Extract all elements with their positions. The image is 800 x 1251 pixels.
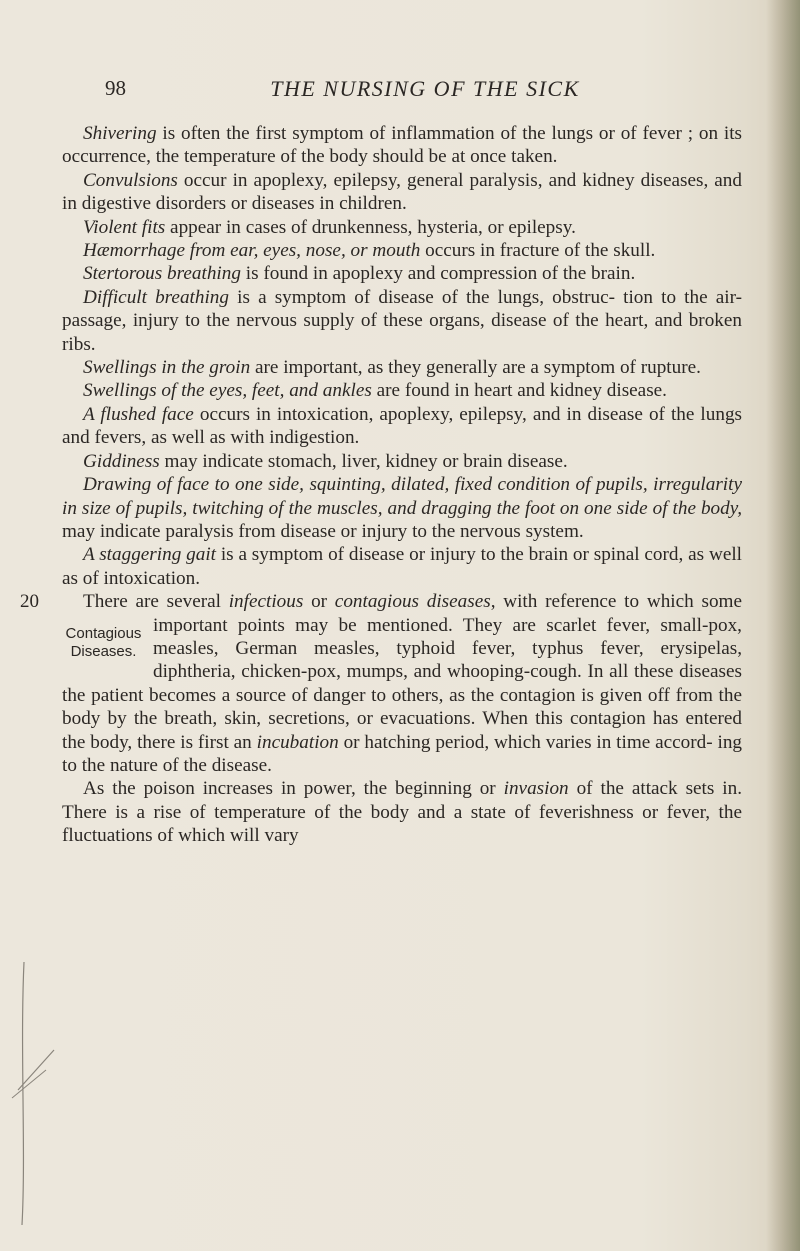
text: are found in heart and kidney disease. (371, 380, 667, 402)
paragraph-flushed-face (62, 403, 742, 450)
text: , with reference to which some important points may be mentioned. They are scarlet Contagious Diseases. fever, small-pox, measles, German measles, typhoid fever, typhus fever, erysipelas, diphtheria, chicken-pox, mumps, and whooping-cough. In all these diseases the patient becomes a source of danger to others, as the contagion is given off from the body by the breath, skin, secretions, or evacuations. When this contagion has entered the body, there is first an (62, 591, 742, 753)
paragraph-difficult-breathing (62, 286, 742, 356)
text: occurs in intoxication, apoplexy, epilepsy, and in disease of the lungs and fevers, as well as with indigestion. (62, 403, 743, 449)
paragraph-haemorrhage (62, 239, 742, 262)
term: A staggering gait (83, 544, 216, 566)
term: Swellings in the groin (83, 357, 251, 379)
paragraph-stertorous-breathing (62, 262, 742, 285)
term: invasion (503, 778, 569, 800)
text: As the poison increases in power, the beginning or (83, 778, 504, 800)
page-number: 98 (105, 76, 126, 100)
text: is a symptom of disease of the lungs, obstruc- tion to the air-passage, injury to the nervous supply of these organs, disease of the heart, and broken ribs. (62, 286, 742, 355)
term: contagious diseases (334, 591, 491, 613)
text: appear in cases of drunkenness, hysteria, or epilepsy. (165, 216, 576, 238)
term: infectious (228, 591, 304, 613)
term: Shivering (83, 123, 157, 144)
term: Swellings of the eyes, feet, and ankles (83, 380, 372, 402)
paragraph-swellings-eyes (62, 379, 742, 402)
paragraph-violent-fits (62, 216, 742, 239)
term: Difficult breathing (83, 286, 229, 308)
running-title: THE NURSING OF THE SICK (270, 76, 580, 101)
paragraph-shivering (62, 122, 742, 169)
paragraph-convulsions (62, 169, 742, 216)
term: incubation (256, 731, 339, 753)
term: Giddiness (83, 450, 160, 472)
text: is often the first symptom of inflammation of the lungs or of fever ; on its occurrence, the temperature of the body should be at once taken. (62, 123, 742, 168)
text: is found in apoplexy and compression of the brain. (240, 263, 636, 285)
text: occur in apoplexy, epilepsy, general paralysis, and kidney diseases, and in digestive disorders or diseases in children. (62, 169, 742, 215)
paragraph-giddiness (62, 450, 742, 473)
page-header (105, 76, 745, 112)
page-edge-shadow (766, 0, 800, 1251)
text: are important, as they generally are a symptom of rupture. (250, 357, 701, 379)
paragraph-swellings-groin (62, 356, 742, 379)
text: may indicate stomach, liver, kidney or brain disease. (159, 450, 568, 472)
term: A flushed face (83, 403, 194, 425)
text: There are several (83, 591, 229, 613)
term: Hæmorrhage from ear, eyes, nose, or mouth (83, 240, 421, 262)
term: Stertorous breathing (83, 263, 241, 285)
text: of the attack sets in. There is a rise of temperature of the body and a state of feverishness or fever, the fluctuations of which will vary (62, 778, 742, 847)
term: Drawing of face to one side, squinting, dilated, fixed condition of pupils, irregularity in size of pupils, twitching of the muscles, and dragging the foot on one side of the body, (62, 474, 742, 519)
text: may indicate paralysis from disease or injury to the nervous system. (62, 520, 584, 542)
paragraph-invasion (62, 777, 742, 847)
term: Convulsions (83, 169, 178, 191)
sidenote-contagious-diseases: Contagious Diseases. (65, 624, 142, 660)
line-number: 20 (20, 591, 39, 613)
text: or (303, 591, 335, 613)
text: or hatching period, which varies in time accord- ing to the nature of the disease. (62, 731, 743, 776)
page-body (20, 122, 743, 848)
term: Violent fits (83, 216, 166, 238)
text: occurs in fracture of the skull. (420, 240, 656, 262)
paragraph-contagious-diseases (20, 590, 743, 777)
paragraph-drawing-of-face (62, 473, 742, 543)
paragraph-staggering-gait (62, 543, 742, 590)
text: is a symptom of disease or injury to the brain or spinal cord, as well as of intoxication. (62, 544, 742, 589)
